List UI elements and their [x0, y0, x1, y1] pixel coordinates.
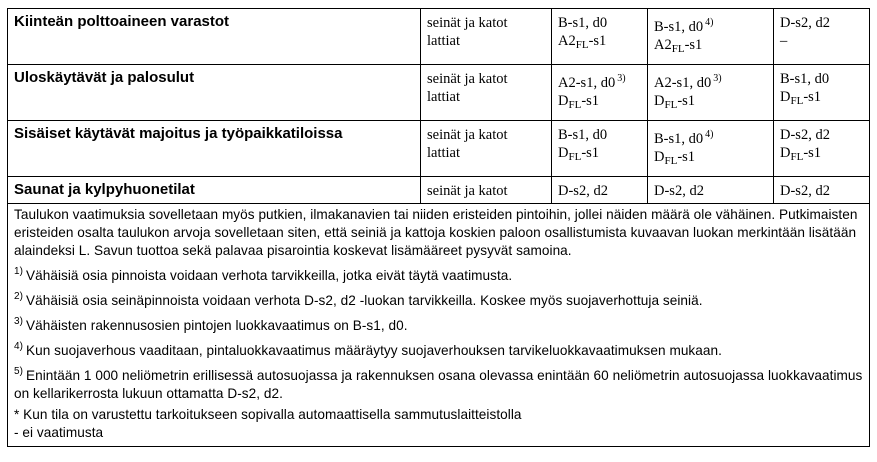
class-base: D-s2, d2 [654, 183, 704, 199]
footnote-ref: 3) [617, 73, 626, 84]
surface-label: seinät ja katot [427, 71, 508, 87]
class-base: A2 [654, 37, 672, 53]
table-row [8, 177, 870, 204]
class-subscript: FL [671, 43, 685, 55]
class-base: A2 [558, 33, 576, 49]
class-base: D-s2, d2 [780, 15, 830, 31]
class-cell [774, 177, 870, 204]
class-cell [552, 177, 648, 204]
footnote-text: Vähäisiä osia pinnoista voidaan verhota tarvikkeilla, jotka eivät täytä vaatimusta. [26, 268, 513, 283]
class-base: D [558, 93, 569, 109]
table-row [8, 121, 870, 177]
class-value [558, 92, 643, 114]
class-cell [648, 177, 774, 204]
class-cell [774, 121, 870, 177]
surface-label: lattiat [427, 89, 461, 105]
surface-cell [421, 121, 552, 177]
class-cell [552, 65, 648, 121]
class-base: D-s2, d2 [780, 183, 830, 199]
class-base: – [780, 33, 788, 49]
class-cell [552, 121, 648, 177]
class-base: B-s1, d0 [558, 127, 608, 143]
note-dash: - ei vaatimusta [14, 425, 104, 440]
category-cell: Sisäiset käytävät majoitus ja työpaikkatiloissa [8, 121, 421, 177]
surface-label: seinät ja katot [427, 183, 508, 199]
footnote-text: Vähäisiä osia seinäpinnoista voidaan verhota D-s2, d2 -luokan tarvikkeilla. Koskee myös suojaverhottuja seiniä. [26, 293, 703, 308]
class-value [654, 92, 769, 114]
footnote-text: Vähäisten rakennusosien pintojen luokkavaatimus on B-s1, d0. [26, 318, 408, 333]
class-cell [774, 9, 870, 65]
class-cell [648, 121, 774, 177]
table-row [8, 9, 870, 65]
class-subscript: FL [568, 151, 582, 163]
class-value [780, 14, 865, 32]
surface-label: lattiat [427, 33, 461, 49]
footnote-ref: 4) [705, 129, 714, 140]
class-value [558, 32, 643, 54]
footnote-mark: 5) [14, 366, 23, 377]
class-subscript: FL [568, 99, 582, 111]
table-body [8, 9, 870, 204]
class-subscript: FL [575, 39, 589, 51]
class-base: B-s1, d0 [654, 19, 704, 35]
class-subscript: FL [790, 151, 804, 163]
footnote-mark: 3) [14, 316, 23, 327]
notes-cell [8, 204, 870, 447]
class-base: B-s1, d0 [558, 15, 608, 31]
class-value [654, 70, 769, 92]
class-value [780, 182, 865, 200]
footnotes-list [14, 263, 865, 403]
class-base: B-s1, d0 [654, 131, 704, 147]
class-value [780, 126, 865, 144]
class-suffix: -s1 [588, 33, 607, 49]
class-subscript: FL [790, 95, 804, 107]
class-value [558, 14, 643, 32]
category-cell: Uloskäytävät ja palosulut [8, 65, 421, 121]
class-value [654, 148, 769, 170]
class-suffix: -s1 [677, 93, 696, 109]
surface-label: seinät ja katot [427, 127, 508, 143]
class-suffix: -s1 [581, 145, 600, 161]
class-base: B-s1, d0 [780, 71, 830, 87]
notes-row [8, 204, 870, 447]
class-value [780, 70, 865, 88]
category-cell: Kiinteän polttoaineen varastot [8, 9, 421, 65]
footnote [14, 288, 865, 310]
class-base: D [558, 145, 569, 161]
class-cell [774, 65, 870, 121]
footnote-ref: 4) [705, 17, 714, 28]
footnote [14, 313, 865, 335]
class-base: A2-s1, d0 [558, 75, 616, 91]
class-cell [552, 9, 648, 65]
table-row [8, 65, 870, 121]
class-value [780, 88, 865, 110]
footnote-text: Enintään 1 000 neliömetrin erillisessä autosuojassa ja rakennuksen osana olevassa enintään 60 neliömetrin autosuojassa luokkavaatimus on kellarikerrosta lukuun ottamatta D-s2, d2. [14, 368, 863, 401]
footnote-mark: 2) [14, 291, 23, 302]
class-value [780, 144, 865, 166]
class-base: A2-s1, d0 [654, 75, 712, 91]
class-base: D [654, 149, 665, 165]
class-cell [648, 9, 774, 65]
class-value [558, 144, 643, 166]
footnote-mark: 1) [14, 266, 23, 277]
surface-cell [421, 9, 552, 65]
class-value [654, 36, 769, 58]
surface-label: seinät ja katot [427, 15, 508, 31]
class-value [558, 70, 643, 92]
footnote-text: Kun suojaverhous vaaditaan, pintaluokkavaatimus määräytyy suojaverhouksen tarvikeluokkavaatimuksen mukaan. [26, 343, 722, 358]
category-cell: Saunat ja kylpyhuonetilat [8, 177, 421, 204]
class-suffix: -s1 [581, 93, 600, 109]
class-value [654, 14, 769, 36]
footnote [14, 363, 865, 403]
requirements-table [7, 8, 870, 447]
class-value [558, 126, 643, 144]
class-value [558, 182, 643, 200]
class-base: D [654, 93, 665, 109]
footnote [14, 338, 865, 360]
class-subscript: FL [664, 99, 678, 111]
class-base: D [780, 89, 791, 105]
class-suffix: -s1 [677, 149, 696, 165]
class-base: D-s2, d2 [558, 183, 608, 199]
class-suffix: -s1 [803, 145, 822, 161]
class-base: D [780, 145, 791, 161]
class-subscript: FL [664, 155, 678, 167]
note-star: * Kun tila on varustettu tarkoitukseen sopivalla automaattisella sammutuslaitteistolla [14, 407, 522, 422]
class-value [654, 126, 769, 148]
surface-cell [421, 65, 552, 121]
surface-cell [421, 177, 552, 204]
footnote-mark: 4) [14, 341, 23, 352]
class-cell [648, 65, 774, 121]
footnote [14, 263, 865, 285]
class-value [780, 32, 865, 50]
surface-label: lattiat [427, 145, 461, 161]
class-suffix: -s1 [684, 37, 703, 53]
class-base: D-s2, d2 [780, 127, 830, 143]
footnote-ref: 3) [713, 73, 722, 84]
class-value [654, 182, 769, 200]
notes-intro: Taulukon vaatimuksia sovelletaan myös putkien, ilmakanavien tai niiden eristeiden pintoihin, jollei näiden määrä ole vähäinen. Putkimaisten eristeiden osalta taulukon arvoja sovelletaan siten, että seiniä ja kattoja koskien paloon osallistumista kuvaavan luokan merkintään lisätään alaindeksi L. Savun tuottoa sekä palavaa pisarointia koskevat lisämääreet pysyvät samoina. [14, 207, 858, 258]
class-suffix: -s1 [803, 89, 822, 105]
